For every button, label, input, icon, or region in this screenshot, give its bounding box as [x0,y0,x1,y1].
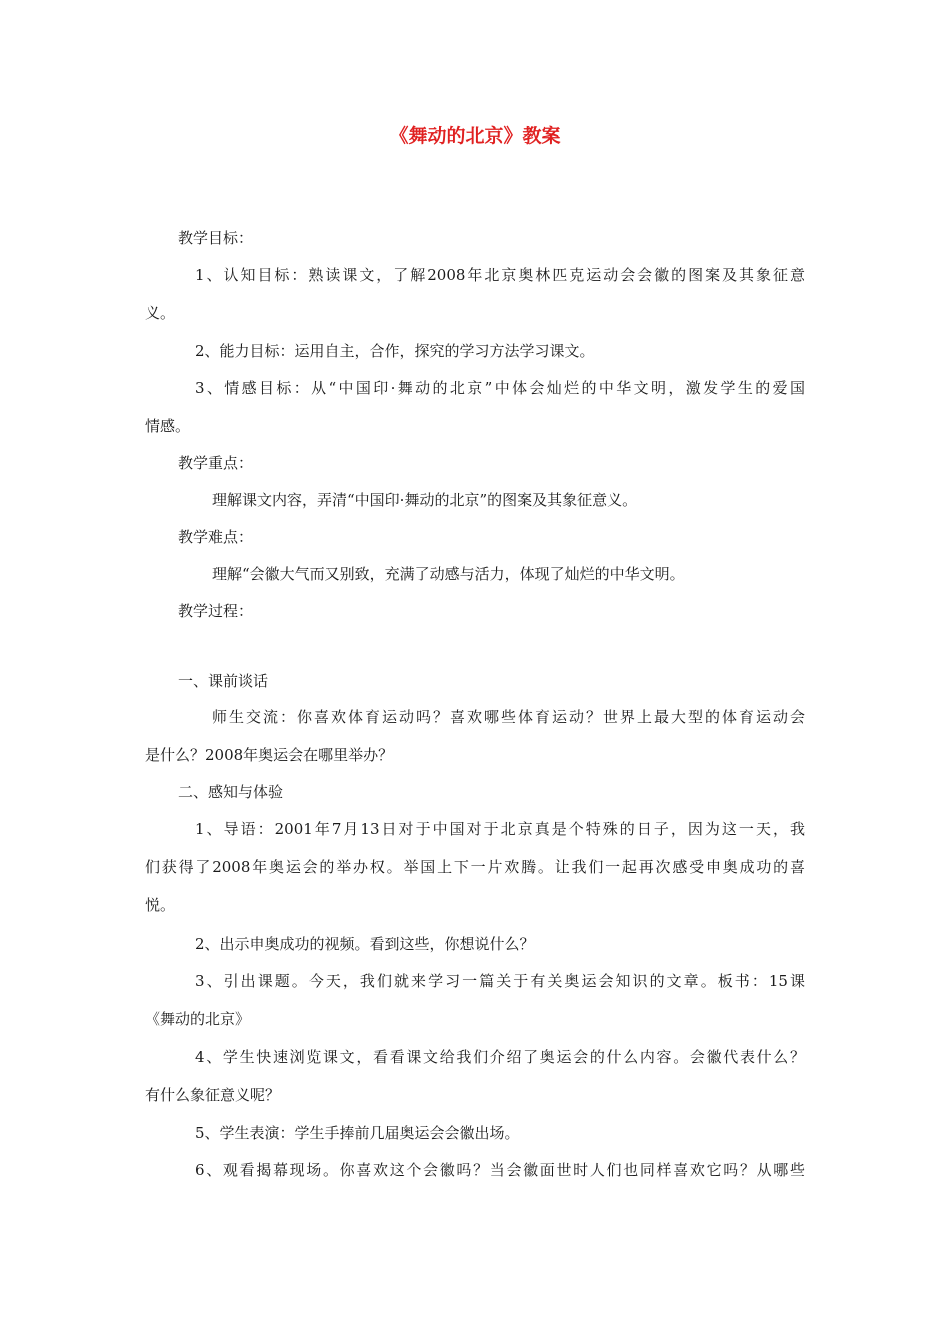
section-2-item-1-line-1: 1、导语：2001年7月13日对于中国对于北京真是个特殊的日子，因为这一天，我 [195,820,805,838]
section-2-item-1-line-2: 们获得了2008年奥运会的举办权。举国上下一片欢腾。让我们一起再次感受申奥成功的喜 [145,858,805,876]
section-2-item-3-line-2: 《舞动的北京》 [145,1010,251,1028]
section-2-item-4-line-2: 有什么象征意义呢？ [145,1086,281,1104]
key-point-text: 理解课文内容，弄清“中国印·舞动的北京”的图案及其象征意义。 [212,491,638,509]
section-2-item-6-line-1: 6、观看揭幕现场。你喜欢这个会徽吗？当会徽面世时人们也同样喜欢它吗？从哪些 [195,1161,805,1179]
section-2-item-4-line-1: 4、学生快速浏览课文，看看课文给我们介绍了奥运会的什么内容。会徽代表什么？ [195,1048,805,1066]
section-2-item-5: 5、学生表演：学生手捧前几届奥运会会徽出场。 [195,1124,520,1142]
objective-3-line-1: 3、情感目标：从“中国印·舞动的北京”中体会灿烂的中华文明，激发学生的爱国 [195,379,805,397]
difficulty-heading: 教学难点： [178,528,254,546]
section-1-line-1: 师生交流：你喜欢体育运动吗？喜欢哪些体育运动？世界上最大型的体育运动会 [212,708,805,726]
key-point-heading: 教学重点： [178,454,254,472]
objectives-heading: 教学目标： [178,229,254,247]
difficulty-text: 理解“会徽大气而又别致，充满了动感与活力，体现了灿烂的中华文明。 [212,565,685,583]
section-2-item-1-line-3: 悦。 [145,896,176,914]
objective-1-line-1: 1、认知目标：熟读课文，了解2008年北京奥林匹克运动会会徽的图案及其象征意 [195,266,805,284]
document-title: 《舞动的北京》教案 [389,125,561,147]
objective-1-line-2: 义。 [145,304,176,322]
section-1-line-2: 是什么？2008年奥运会在哪里举办？ [145,746,394,764]
objective-2: 2、能力目标：运用自主，合作，探究的学习方法学习课文。 [195,342,595,360]
section-2-item-2: 2、出示申奥成功的视频。看到这些，你想说什么？ [195,935,535,953]
section-2-heading: 二、感知与体验 [178,783,284,801]
section-2-item-3-line-1: 3、引出课题。今天，我们就来学习一篇关于有关奥运会知识的文章。板书：15课 [195,972,805,990]
process-heading: 教学过程： [178,602,254,620]
section-1-heading: 一、课前谈话 [178,672,269,690]
objective-3-line-2: 情感。 [145,417,191,435]
